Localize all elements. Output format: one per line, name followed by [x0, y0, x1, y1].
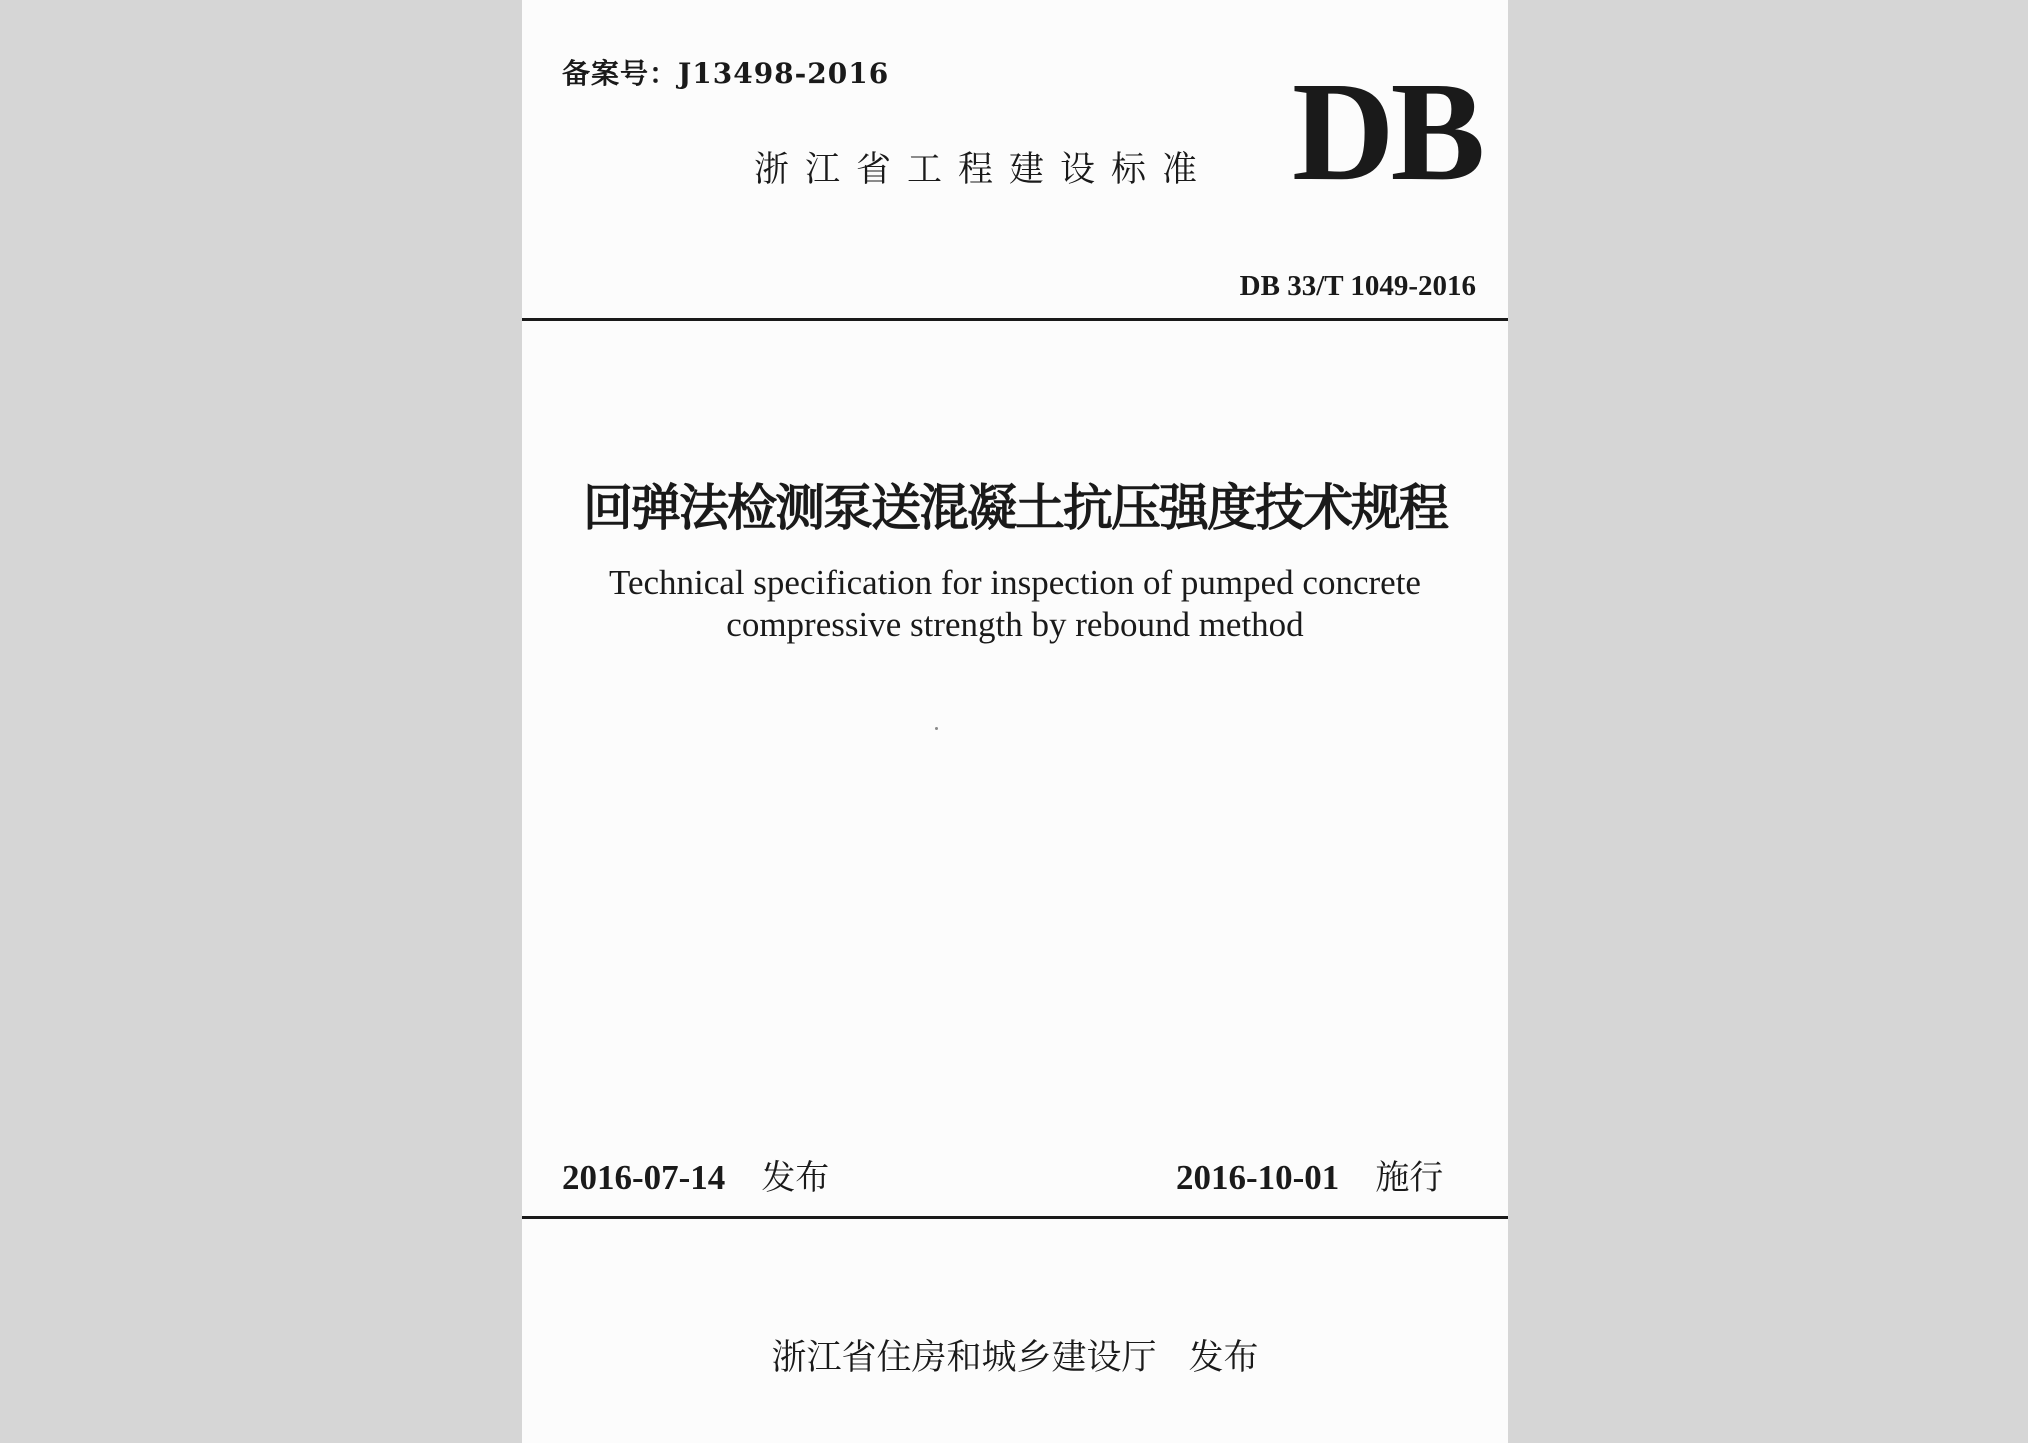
filing-number: 备案号：J13498-2016	[562, 57, 890, 90]
title-chinese: 回弹法检测泵送混凝土抗压强度技术规程	[583, 478, 1447, 537]
bottom-divider	[522, 1216, 1508, 1219]
title-english-line-2: compressive strength by rebound method	[726, 605, 1304, 644]
standard-category: 浙江省工程建设标准	[754, 150, 1214, 190]
issuer-name: 浙江省住房和城乡建设厅	[771, 1338, 1157, 1378]
issue-date: 2016-07-14	[562, 1158, 726, 1197]
issuer-label: 发布	[1188, 1338, 1259, 1378]
document-page	[522, 0, 1508, 1443]
issue-date-row	[562, 1150, 829, 1199]
effective-label: 施行	[1375, 1158, 1444, 1198]
title-english	[522, 562, 1508, 646]
issue-label: 发布	[761, 1158, 830, 1198]
effective-date-row	[1176, 1150, 1443, 1199]
effective-date: 2016-10-01	[1176, 1158, 1340, 1197]
scan-speck	[935, 727, 938, 730]
title-english-line-1: Technical specification for inspection of pumped concrete	[609, 563, 1421, 602]
issuer	[522, 1330, 1508, 1380]
standard-number: DB 33/T 1049-2016	[1239, 270, 1476, 302]
db-logo: DB	[1292, 52, 1482, 210]
top-divider	[522, 318, 1508, 321]
